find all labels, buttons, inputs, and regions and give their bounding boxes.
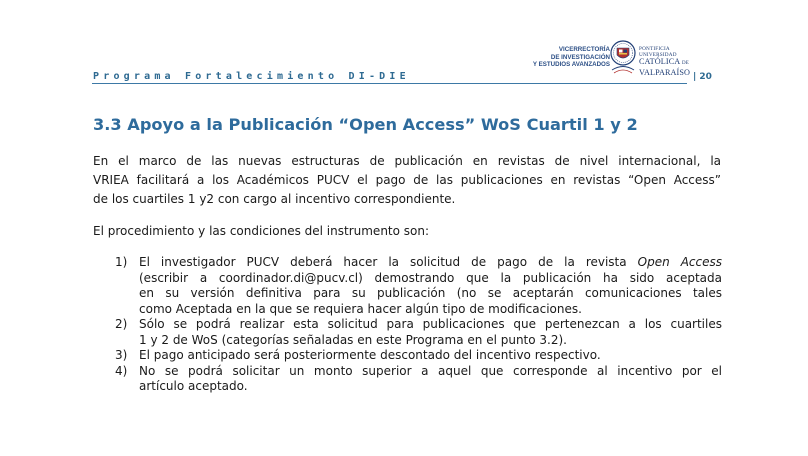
list-line: No se podrá solicitar un monto superior a aquel que corresponde al incentivo por el (139, 363, 722, 378)
paragraph-line: VRIEA facilitará a los Académicos PUCV el pago de las publicaciones en revistas “Open Access” (93, 173, 721, 187)
list-line-text: El investigador PUCV deberá hacer la solicitud de pago de la revista (139, 255, 627, 269)
paragraph-line: de los cuartiles 1 y2 con cargo al incentivo correspondiente. (93, 192, 456, 206)
university-name-small: PONTIFICIA (639, 46, 670, 52)
list-line: en su versión definitiva para su publicación (no se aceptarán comunicaciones tales (139, 286, 722, 300)
list-line: 1 y 2 de WoS (categorías señaladas en este Programa en el punto 3.2). (139, 332, 567, 347)
university-name-small: UNIVERSIDAD (639, 52, 677, 58)
university-name-catolica: CATÓLICA (639, 57, 680, 66)
intro-paragraph (93, 152, 721, 209)
list-line: como Aceptada en la que se requiera hacer algún tipo de modificaciones. (139, 301, 582, 316)
university-name-big: VALPARAÍSO (639, 67, 691, 77)
university-name-de: DE (681, 61, 689, 66)
program-title: Programa Fortalecimiento DI-DIE (93, 71, 410, 82)
paragraph-line: En el marco de las nuevas estructuras de publicación en revistas de nivel internacional, la (93, 154, 721, 168)
list-line: El pago anticipado será posteriormente descontado del incentivo respectivo. (139, 348, 601, 362)
list-number: 1) (115, 255, 128, 269)
vicerrectoria-label (490, 46, 610, 69)
vicerrectoria-line: DE INVESTIGACIÓN (550, 53, 610, 61)
list-line (139, 255, 722, 271)
university-name-big (639, 58, 699, 69)
university-name (639, 46, 699, 77)
page-number: | 20 (693, 72, 712, 82)
conditions-list (115, 255, 722, 395)
vicerrectoria-line: VICERRECTORÍA (558, 46, 610, 53)
header-rule (92, 83, 687, 84)
vicerrectoria-line: Y ESTUDIOS AVANZADOS (532, 61, 610, 69)
list-number: 2) (115, 317, 128, 331)
list-line: artículo aceptado. (139, 379, 248, 393)
list-line-italic: Open Access (637, 255, 722, 269)
list-line: (escribir a coordinador.di@pucv.cl) demostrando que la publicación ha sido aceptada (139, 270, 722, 285)
section-title: 3.3 Apoyo a la Publicación “Open Access” WoS Cuartil 1 y 2 (93, 115, 638, 134)
list-item (115, 255, 722, 317)
list-item (115, 317, 722, 348)
list-item (115, 364, 722, 395)
list-line: Sólo se podrá realizar esta solicitud para publicaciones que pertenezcan a los cuartiles (139, 317, 722, 331)
page-header (0, 0, 808, 90)
list-number: 3) (115, 348, 128, 362)
list-item (115, 348, 722, 364)
list-number: 4) (115, 363, 128, 378)
university-seal-icon (610, 40, 636, 76)
procedure-intro: El procedimiento y las condiciones del instrumento son: (93, 224, 430, 238)
